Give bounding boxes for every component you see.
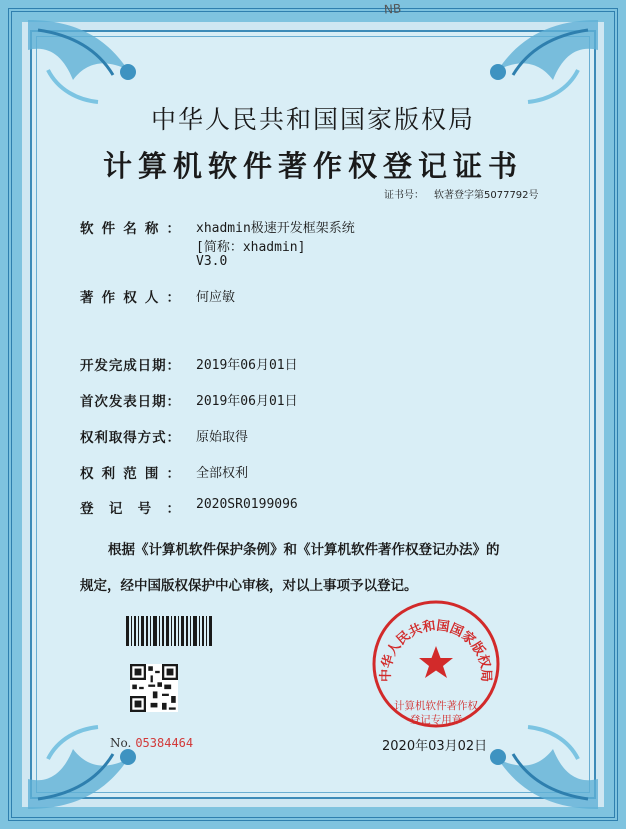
issue-date: 2020年03月02日	[382, 739, 488, 754]
serial-label: No.	[110, 736, 132, 750]
field-label-scope: 权利范围：	[80, 466, 180, 482]
certificate-title: 计算机软件著作权登记证书	[102, 149, 523, 183]
certificate-number-value: 软著登字第5077792号	[434, 190, 539, 201]
serial-number	[110, 736, 193, 750]
certificate-number	[384, 186, 539, 201]
barcode-image	[126, 616, 214, 646]
field-label-publication-date: 首次发表日期：	[80, 394, 180, 410]
field-value-scope: 全部权利	[196, 466, 249, 481]
qr-code-image	[130, 664, 178, 712]
field-value-version: V3.0	[196, 254, 228, 269]
field-label-registration-no: 登记号：	[80, 501, 180, 517]
certificate-number-label: 证书号：	[384, 190, 424, 201]
corner-ornament	[18, 699, 168, 819]
field-value-completion-date: 2019年06月01日	[196, 358, 298, 373]
field-value-software-name: xhadmin极速开发框架系统	[196, 221, 355, 236]
field-value-acquisition: 原始取得	[196, 430, 249, 445]
handwritten-annotation: NB	[383, 1, 402, 17]
field-label-completion-date: 开发完成日期：	[80, 358, 180, 374]
issuer-title: 中华人民共和国国家版权局	[150, 105, 475, 134]
seal-inner-line-1: 计算机软件著作权	[394, 700, 478, 712]
field-value-publication-date: 2019年06月01日	[196, 394, 298, 409]
statement-line-2: 规定，经中国版权保护中心审核，对以上事项予以登记。	[80, 578, 418, 594]
serial-value: 05384464	[135, 736, 194, 750]
field-value-registration-no: 2020SR0199096	[196, 497, 298, 512]
field-value-short-name: [简称：xhadmin]	[196, 240, 306, 255]
field-value-copyright-owner: 何应敏	[196, 290, 236, 305]
field-label-acquisition: 权利取得方式：	[80, 430, 180, 446]
seal-inner-line-2: 登记专用章	[409, 714, 463, 726]
field-label-software-name: 软件名称：	[80, 221, 180, 237]
field-label-copyright-owner: 著作权人：	[80, 290, 180, 306]
statement-line-1: 根据《计算机软件保护条例》和《计算机软件著作权登记办法》的	[108, 542, 500, 558]
seal-circle-text: 中华人民共和国国家版权局	[378, 618, 494, 683]
